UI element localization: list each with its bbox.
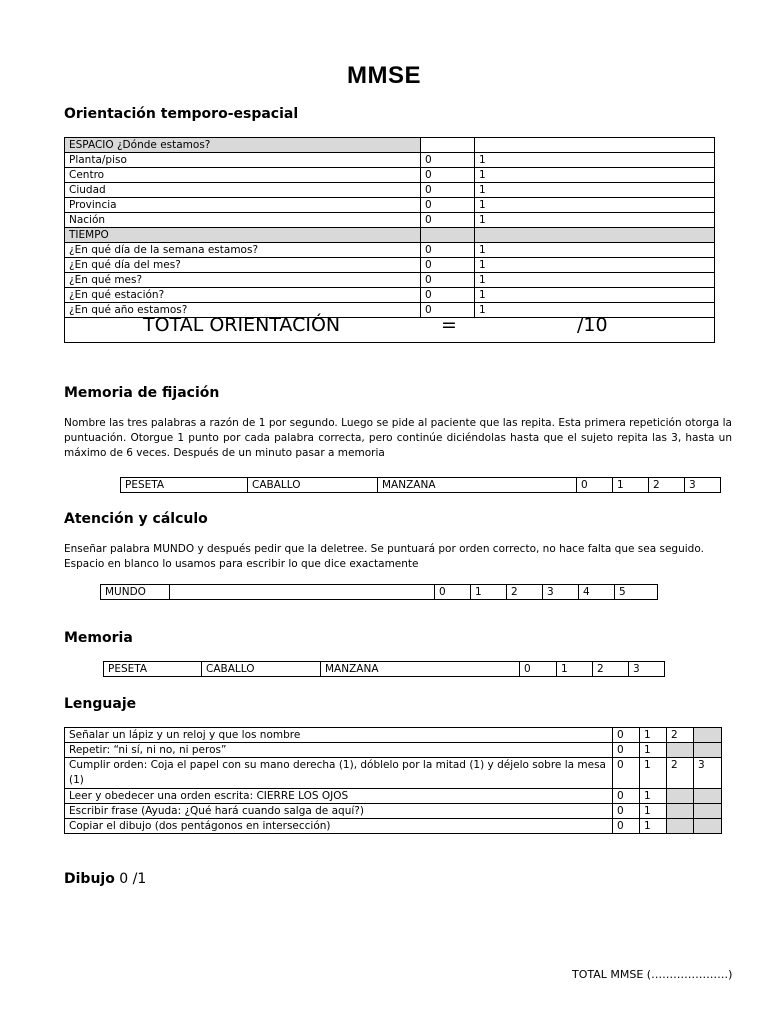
score-1: 1 <box>475 303 715 318</box>
score-0: 0 <box>421 168 475 183</box>
score-cell: 3 <box>543 585 579 600</box>
table-row <box>104 662 665 677</box>
word-cell: MANZANA <box>321 662 520 677</box>
score-cell-na <box>694 743 722 758</box>
score-cell: 1 <box>640 789 667 804</box>
espacio-header-row <box>65 138 715 153</box>
score-cell: 0 <box>613 728 640 743</box>
score-1: 1 <box>475 183 715 198</box>
score-cell: 0 <box>577 478 613 493</box>
word-cell: MUNDO <box>101 585 170 600</box>
dibujo-label: Dibujo <box>64 871 115 887</box>
table-row <box>65 213 715 228</box>
score-1: 1 <box>475 213 715 228</box>
word-cell: PESETA <box>104 662 202 677</box>
task-label: Cumplir orden: Coja el papel con su mano derecha (1), dóblelo por la mitad (1) y déjelo sobre la mesa (1) <box>65 758 613 789</box>
table-row <box>65 183 715 198</box>
score-0: 0 <box>421 243 475 258</box>
score-cell: 1 <box>557 662 593 677</box>
score-cell: 2 <box>667 728 694 743</box>
score-cell: 5 <box>615 585 658 600</box>
orientation-total-max: /10 <box>577 314 608 336</box>
score-1: 1 <box>475 258 715 273</box>
score-1: 1 <box>475 243 715 258</box>
item-label: ¿En qué mes? <box>65 273 421 288</box>
table-row <box>65 198 715 213</box>
task-label: Repetir: “ni sí, ni no, ni peros” <box>65 743 613 758</box>
score-cell: 1 <box>471 585 507 600</box>
score-0: 0 <box>421 303 475 318</box>
table-row <box>65 288 715 303</box>
item-label: ¿En qué año estamos? <box>65 303 421 318</box>
score-cell: 0 <box>613 743 640 758</box>
score-cell: 3 <box>685 478 721 493</box>
score-cell: 4 <box>579 585 615 600</box>
task-label: Copiar el dibujo (dos pentágonos en intersección) <box>65 819 613 834</box>
score-cell-na <box>667 743 694 758</box>
score-0: 0 <box>421 183 475 198</box>
score-cell: 0 <box>613 819 640 834</box>
score-0: 0 <box>421 198 475 213</box>
table-row <box>65 273 715 288</box>
fijacion-heading: Memoria de fijación <box>64 385 220 401</box>
item-label: Provincia <box>65 198 421 213</box>
score-0: 0 <box>421 288 475 303</box>
score-cell: 0 <box>613 789 640 804</box>
score-cell: 2 <box>593 662 629 677</box>
score-cell: 1 <box>613 478 649 493</box>
score-0: 0 <box>421 153 475 168</box>
table-row <box>65 258 715 273</box>
item-label: Planta/piso <box>65 153 421 168</box>
score-cell: 3 <box>694 758 722 789</box>
atencion-table <box>100 584 658 600</box>
orientation-total-equals: = <box>441 314 457 336</box>
total-mmse: TOTAL MMSE (…………………) <box>572 968 733 981</box>
score-1: 1 <box>475 288 715 303</box>
score-cell-na <box>694 804 722 819</box>
score-cell: 0 <box>613 804 640 819</box>
table-row <box>121 478 721 493</box>
table-row <box>65 758 722 789</box>
task-label: Leer y obedecer una orden escrita: CIERRE LOS OJOS <box>65 789 613 804</box>
score-cell-na <box>694 819 722 834</box>
score-cell: 1 <box>640 804 667 819</box>
fijacion-instructions: Nombre las tres palabras a razón de 1 por segundo. Luego se pide al paciente que las repita. Esta primera repetición otorga la puntuación. Otorgue 1 punto por cada palabra correcta, pero continúe diciéndolas hasta que el sujeto repita las 3, hasta un máximo de 6 veces. Después de un minuto pasar a memoria <box>64 417 732 459</box>
orientation-total-row <box>65 318 715 343</box>
word-cell: CABALLO <box>248 478 378 493</box>
item-label: Nación <box>65 213 421 228</box>
orientation-heading: Orientación temporo-espacial <box>64 106 299 122</box>
score-cell: 2 <box>649 478 685 493</box>
dibujo-score: 0 /1 <box>119 871 147 887</box>
dibujo-line <box>64 871 146 887</box>
score-1: 1 <box>475 168 715 183</box>
score-cell: 0 <box>435 585 471 600</box>
score-cell: 2 <box>667 758 694 789</box>
word-cell: MANZANA <box>378 478 577 493</box>
fijacion-table <box>120 477 721 493</box>
score-cell: 0 <box>520 662 557 677</box>
lenguaje-heading: Lenguaje <box>64 696 137 712</box>
memoria-table <box>103 661 665 677</box>
tiempo-header-row <box>65 228 715 243</box>
score-0: 0 <box>421 213 475 228</box>
word-cell: CABALLO <box>202 662 321 677</box>
score-cell-na <box>694 789 722 804</box>
score-0: 0 <box>421 273 475 288</box>
score-1: 1 <box>475 273 715 288</box>
table-row <box>65 789 722 804</box>
table-row <box>65 743 722 758</box>
table-row <box>65 168 715 183</box>
table-row <box>65 243 715 258</box>
tiempo-header: TIEMPO <box>65 228 421 243</box>
table-row <box>65 153 715 168</box>
item-label: ¿En qué estación? <box>65 288 421 303</box>
item-label: ¿En qué día del mes? <box>65 258 421 273</box>
orientation-table <box>64 137 715 343</box>
score-cell: 1 <box>640 743 667 758</box>
memoria-heading: Memoria <box>64 630 133 646</box>
table-row <box>65 819 722 834</box>
orientation-total-label: TOTAL ORIENTACIÓN <box>143 314 341 336</box>
score-cell: 2 <box>507 585 543 600</box>
score-1: 1 <box>475 153 715 168</box>
score-cell: 1 <box>640 819 667 834</box>
task-label: Escribir frase (Ayuda: ¿Qué hará cuando salga de aquí?) <box>65 804 613 819</box>
table-row <box>65 804 722 819</box>
item-label: Centro <box>65 168 421 183</box>
score-cell: 0 <box>613 758 640 789</box>
score-0: 0 <box>421 258 475 273</box>
atencion-heading: Atención y cálculo <box>64 511 208 527</box>
score-1: 1 <box>475 198 715 213</box>
score-cell: 3 <box>629 662 665 677</box>
page-title: MMSE <box>347 62 421 89</box>
table-row <box>65 728 722 743</box>
response-blank <box>170 585 435 600</box>
atencion-instructions: Enseñar palabra MUNDO y después pedir que la deletree. Se puntuará por orden correcto, no hace falta que sea seguido. Espacio en blanco lo usamos para escribir lo que dice exactamente <box>64 543 704 570</box>
score-cell: 1 <box>640 758 667 789</box>
word-cell: PESETA <box>121 478 248 493</box>
lenguaje-table <box>64 727 722 834</box>
table-row <box>101 585 658 600</box>
item-label: Ciudad <box>65 183 421 198</box>
item-label: ¿En qué día de la semana estamos? <box>65 243 421 258</box>
task-label: Señalar un lápiz y un reloj y que los nombre <box>65 728 613 743</box>
score-cell-na <box>694 728 722 743</box>
score-cell-na <box>667 804 694 819</box>
score-cell: 1 <box>640 728 667 743</box>
espacio-header: ESPACIO ¿Dónde estamos? <box>65 138 421 153</box>
score-cell-na <box>667 789 694 804</box>
score-cell-na <box>667 819 694 834</box>
